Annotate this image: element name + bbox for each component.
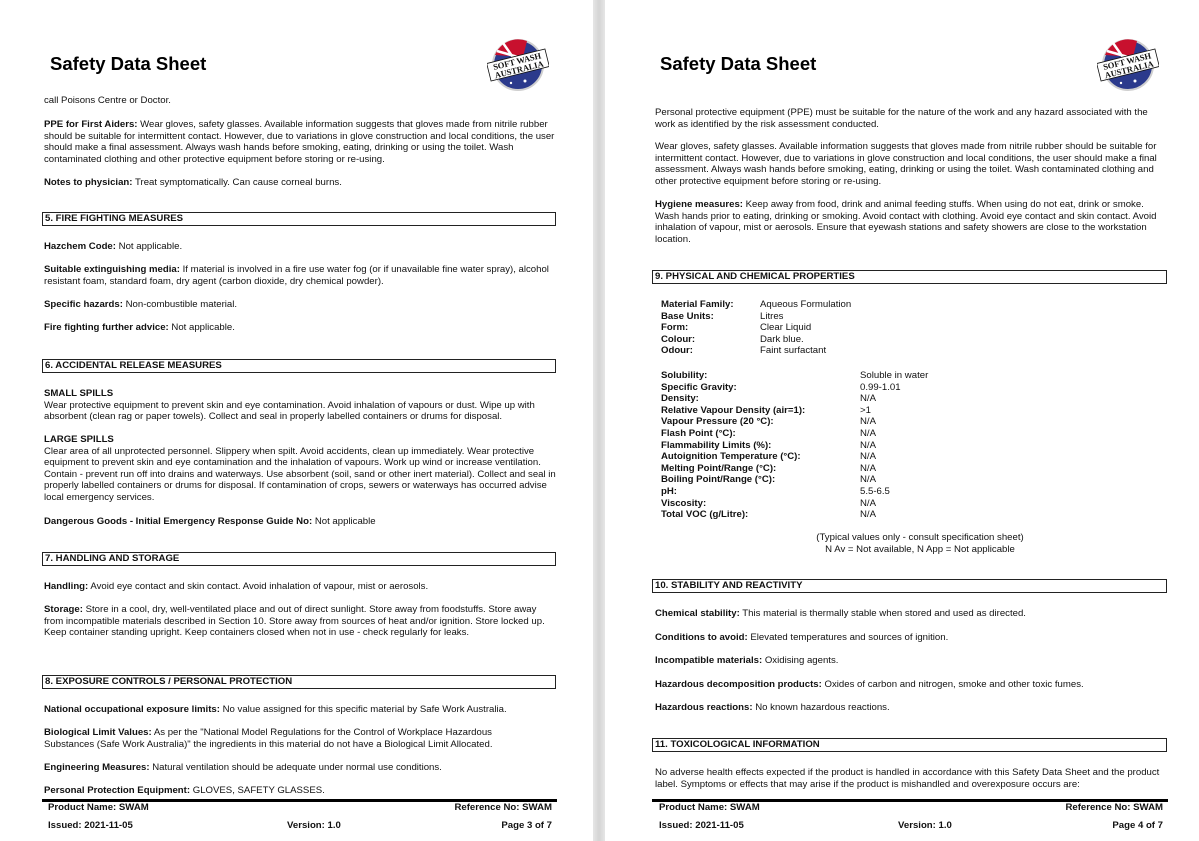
section-7-heading: 7. HANDLING AND STORAGE — [42, 552, 556, 566]
personal-protection-equipment: Personal Protection Equipment: GLOVES, SAFETY GLASSES. — [44, 785, 325, 796]
document-page-4 — [605, 0, 1199, 841]
property-label: Base Units: — [661, 310, 714, 322]
property-label: Melting Point/Range (°C): — [661, 462, 777, 474]
property-label: Autoignition Temperature (°C): — [661, 451, 801, 463]
property-value: Soluble in water — [860, 370, 929, 381]
hazchem-code: Hazchem Code: Not applicable. — [44, 241, 183, 252]
section-9-heading: 9. PHYSICAL AND CHEMICAL PROPERTIES — [652, 270, 1167, 284]
section-10-heading: 10. STABILITY AND REACTIVITY — [652, 579, 1167, 593]
incompatible-materials: Incompatible materials: Oxidising agents. — [655, 655, 839, 666]
property-label: Form: — [661, 322, 689, 334]
property-label: Viscosity: — [661, 497, 707, 509]
section-6-heading: 6. ACCIDENTAL RELEASE MEASURES — [42, 359, 556, 373]
property-value: N/A — [860, 416, 876, 428]
property-label: Odour: — [661, 345, 693, 357]
conditions-to-avoid: Conditions to avoid: Elevated temperatures and sources of ignition. — [655, 632, 949, 643]
section-11-heading: 11. TOXICOLOGICAL INFORMATION — [652, 738, 1167, 752]
property-label: Density: — [661, 393, 699, 405]
property-label: Flash Point (°C): — [661, 428, 736, 439]
hazardous-reactions: Hazardous reactions: No known hazardous reactions. — [655, 702, 890, 713]
section-5-heading: 5. FIRE FIGHTING MEASURES — [42, 212, 556, 226]
property-value: Dark blue. — [760, 333, 804, 345]
property-label: Solubility: — [661, 370, 708, 381]
soft-wash-australia-logo — [1097, 37, 1159, 93]
property-value: N/A — [860, 509, 876, 521]
property-label: Specific Gravity: — [661, 381, 737, 393]
footer-issued: Issued: 2021-11-05 — [659, 820, 744, 831]
page-title: Safety Data Sheet — [50, 53, 207, 74]
property-label: Flammability Limits (%): — [661, 439, 772, 451]
fire-fighting-advice: Fire fighting further advice: Not applicable. — [44, 322, 235, 333]
page-gap — [593, 0, 605, 841]
soft-wash-australia-logo — [487, 37, 549, 93]
property-value: Litres — [760, 310, 784, 322]
property-label: Total VOC (g/Litre): — [661, 509, 749, 521]
footer-version: Version: 1.0 — [287, 820, 341, 831]
gloves-text: Wear gloves, safety glasses. Available information suggests that gloves made from nitrile rubber should be suitable for intermittent contact. However, due to variations in glove construction and local conditions, the user should make a final assessment. Always wash hands before smoking, eating, drinking or using the toilet. Wash contaminated clothing and other protective equipment before storing or re-using. — [655, 141, 1157, 187]
property-value: N/A — [860, 393, 876, 405]
property-label: Boiling Point/Range (°C): — [661, 474, 776, 486]
storage: Storage: Store in a cool, dry, well-ventilated place and out of direct sunlight. Store away from foodstuffs. Store away from incompatible materials described in Section 10. Store away from sources of heat and/or ignition. Store locked up. Keep container standing upright. Keep containers closed when not in use - check regularly for leaks. — [44, 604, 545, 639]
footer-page-number: Page 4 of 7 — [1112, 820, 1163, 831]
document-page-3 — [0, 0, 593, 841]
page-title: Safety Data Sheet — [660, 53, 817, 74]
footer-issued: Issued: 2021-11-05 — [48, 820, 133, 831]
small-spills: SMALL SPILLS Wear protective equipment to prevent skin and eye contamination. Avoid inhalation of vapours or dust. Wipe up with absorbent (clean rag or paper towels). Collect and seal in properly labelled containers or drums for disposal. — [44, 388, 535, 423]
decomposition-products: Hazardous decomposition products: Oxides of carbon and nitrogen, smoke and other toxic fumes. — [655, 679, 1084, 690]
property-value: N/A — [860, 462, 876, 474]
property-label: Vapour Pressure (20 °C): — [661, 416, 774, 428]
ppe-first-aiders: PPE for First Aiders: Wear gloves, safety glasses. Available information suggests that gloves made from nitrile rubber should be suitable for intermittent contact. However, due to variations in glove construction and local conditions, the user should make a final assessment. Always wash hands before smoking, eating, drinking or using the toilet. Wash contaminated clothing and other protective equipment before storing or re-using. — [44, 119, 555, 165]
property-value: 5.5-6.5 — [860, 486, 890, 497]
large-spills: LARGE SPILLS Clear area of all unprotected personnel. Slippery when spilt. Avoid accidents, clean up immediately. Wear protective equipment to prevent skin and eye contamination and the inhalation of vapours. Work up wind or increase ventilation. Contain - prevent run off into drains and waterways. Use absorbent (soil, sand or other inert material). Collect and seal in properly labelled containers or drums for disposal. If contamination of crops, sewers or waterways has occurred advise local emergency services. — [44, 434, 556, 503]
footer-reference: Reference No: SWAM — [1065, 802, 1163, 813]
engineering-measures: Engineering Measures: Natural ventilation should be adequate under normal use conditions. — [44, 762, 442, 773]
section-8-heading: 8. EXPOSURE CONTROLS / PERSONAL PROTECTION — [42, 675, 556, 689]
footer-page-number: Page 3 of 7 — [501, 820, 552, 831]
footer-version: Version: 1.0 — [898, 820, 952, 831]
chemical-stability: Chemical stability: This material is thermally stable when stored and used as directed. — [655, 608, 1026, 619]
biological-limits: Biological Limit Values: As per the "National Model Regulations for the Control of Workplace Hazardous Substances (Safe Work Australia)" the ingredients in this material do not have a Biological Limit Allocated. — [44, 727, 493, 750]
property-label: Relative Vapour Density (air=1): — [661, 404, 806, 416]
footer-product-name: Product Name: SWAM — [48, 802, 149, 813]
property-value: >1 — [860, 404, 871, 416]
specific-hazards: Specific hazards: Non-combustible material. — [44, 299, 238, 310]
property-value: Faint surfactant — [760, 345, 827, 357]
hygiene-measures: Hygiene measures: Keep away from food, drink and animal feeding stuffs. When using do not eat, drink or smoke. Wash hands prior to eating, drinking or smoking. Avoid contact with clothing. Avoid eye contact and skin contact. Avoid inhalation of vapour, mist or aerosols. Ensure that eyewash stations and safety showers are close to the workstation location. — [655, 199, 1157, 245]
property-value: N/A — [860, 428, 876, 439]
properties-note: (Typical values only - consult specification sheet) N Av = Not available, N App = Not applicable — [816, 532, 1024, 555]
property-label: Colour: — [661, 333, 696, 345]
notes-physician: Notes to physician: Treat symptomatically. Can cause corneal burns. — [44, 177, 342, 188]
property-value: N/A — [860, 474, 876, 486]
dangerous-goods: Dangerous Goods - Initial Emergency Response Guide No: Not applicable — [44, 516, 376, 527]
property-value: N/A — [860, 451, 876, 463]
toxicological-text: No adverse health effects expected if the product is handled in accordance with this Safety Data Sheet and the product label. Symptoms or effects that may arise if the product is mishandled and overexposure occurs are: — [655, 767, 1160, 790]
footer-reference: Reference No: SWAM — [454, 802, 552, 813]
handling: Handling: Avoid eye contact and skin contact. Avoid inhalation of vapour, mist or aerosols. — [44, 581, 429, 592]
exposure-limits: National occupational exposure limits: No value assigned for this specific material by Safe Work Australia. — [44, 704, 507, 715]
property-value: N/A — [860, 439, 876, 451]
intro-text: call Poisons Centre or Doctor. — [44, 95, 171, 106]
property-label: Material Family: — [661, 299, 734, 310]
property-value: 0.99-1.01 — [860, 381, 901, 393]
ppe-intro: Personal protective equipment (PPE) must be suitable for the nature of the work and any hazard associated with the work as identified by the risk assessment conducted. — [655, 107, 1148, 130]
property-value: Aqueous Formulation — [760, 299, 852, 310]
footer-product-name: Product Name: SWAM — [659, 802, 760, 813]
property-value: Clear Liquid — [760, 322, 812, 334]
property-value: N/A — [860, 497, 876, 509]
extinguishing-media: Suitable extinguishing media: If material is involved in a fire use water fog (or if unavailable fine water spray), alcohol resistant foam, standard foam, dry agent (carbon dioxide, dry chemical powder). — [44, 264, 549, 287]
property-label: pH: — [661, 486, 677, 497]
